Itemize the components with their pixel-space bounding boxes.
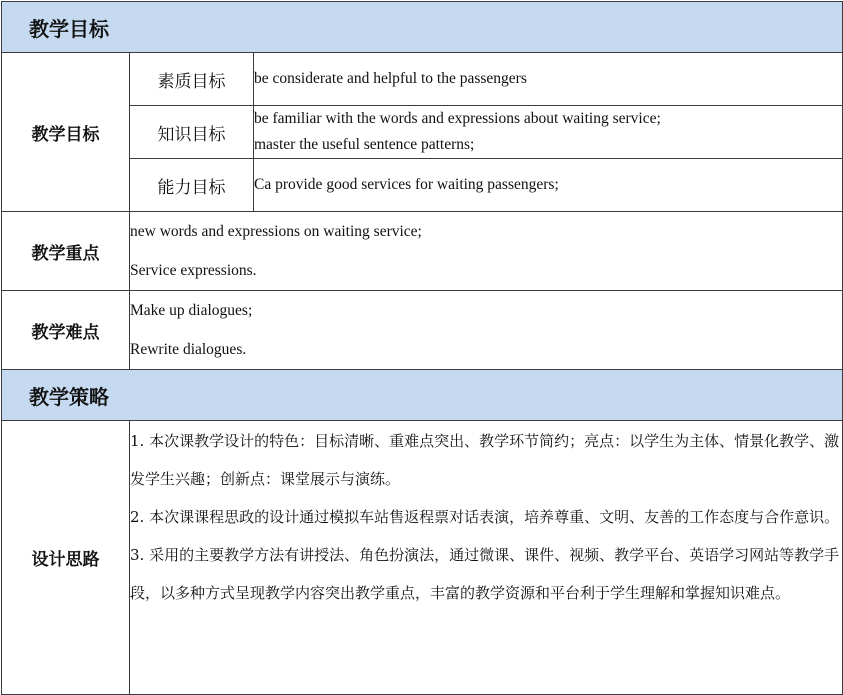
section-header-strategy: 教学策略	[2, 370, 843, 421]
key-points-text: new words and expressions on waiting service; Service expressions.	[130, 212, 843, 291]
design-paragraph: 3. 采用的主要教学方法有讲授法、角色扮演法，通过微课、课件、视频、教学平台、英语学习网站等教学手段，以多种方式呈现教学内容突出教学重点，丰富的教学资源和平台利于学生理解和掌握知识难点。	[130, 546, 840, 602]
design-paragraph: 2. 本次课课程思政的设计通过模拟车站售返程票对话表演，培养尊重、文明、友善的工作态度与合作意识。	[130, 508, 840, 526]
difficulties-label: 教学难点	[2, 291, 130, 370]
key-points-label: 教学重点	[2, 212, 130, 291]
difficulties-text: Make up dialogues; Rewrite dialogues.	[130, 291, 843, 370]
design-paragraph: 1. 本次课教学设计的特色：目标清晰、重难点突出、教学环节简约；亮点：以学生为主体、情景化教学、激发学生兴趣；创新点：课堂展示与演练。	[130, 432, 840, 488]
quality-objective-text: be considerate and helpful to the passengers	[254, 53, 843, 106]
design-idea-label: 设计思路	[2, 421, 130, 695]
design-idea-text	[130, 421, 843, 695]
ability-objective-text: Ca provide good services for waiting passengers;	[254, 159, 843, 212]
section-header-objectives: 教学目标	[2, 2, 843, 53]
objectives-label: 教学目标	[2, 53, 130, 212]
lesson-plan-table	[1, 1, 843, 695]
ability-objective-label: 能力目标	[130, 159, 254, 212]
knowledge-objective-label: 知识目标	[130, 106, 254, 159]
quality-objective-label: 素质目标	[130, 53, 254, 106]
knowledge-objective-text: be familiar with the words and expressions about waiting service; master the useful sentence patterns;	[254, 106, 843, 159]
